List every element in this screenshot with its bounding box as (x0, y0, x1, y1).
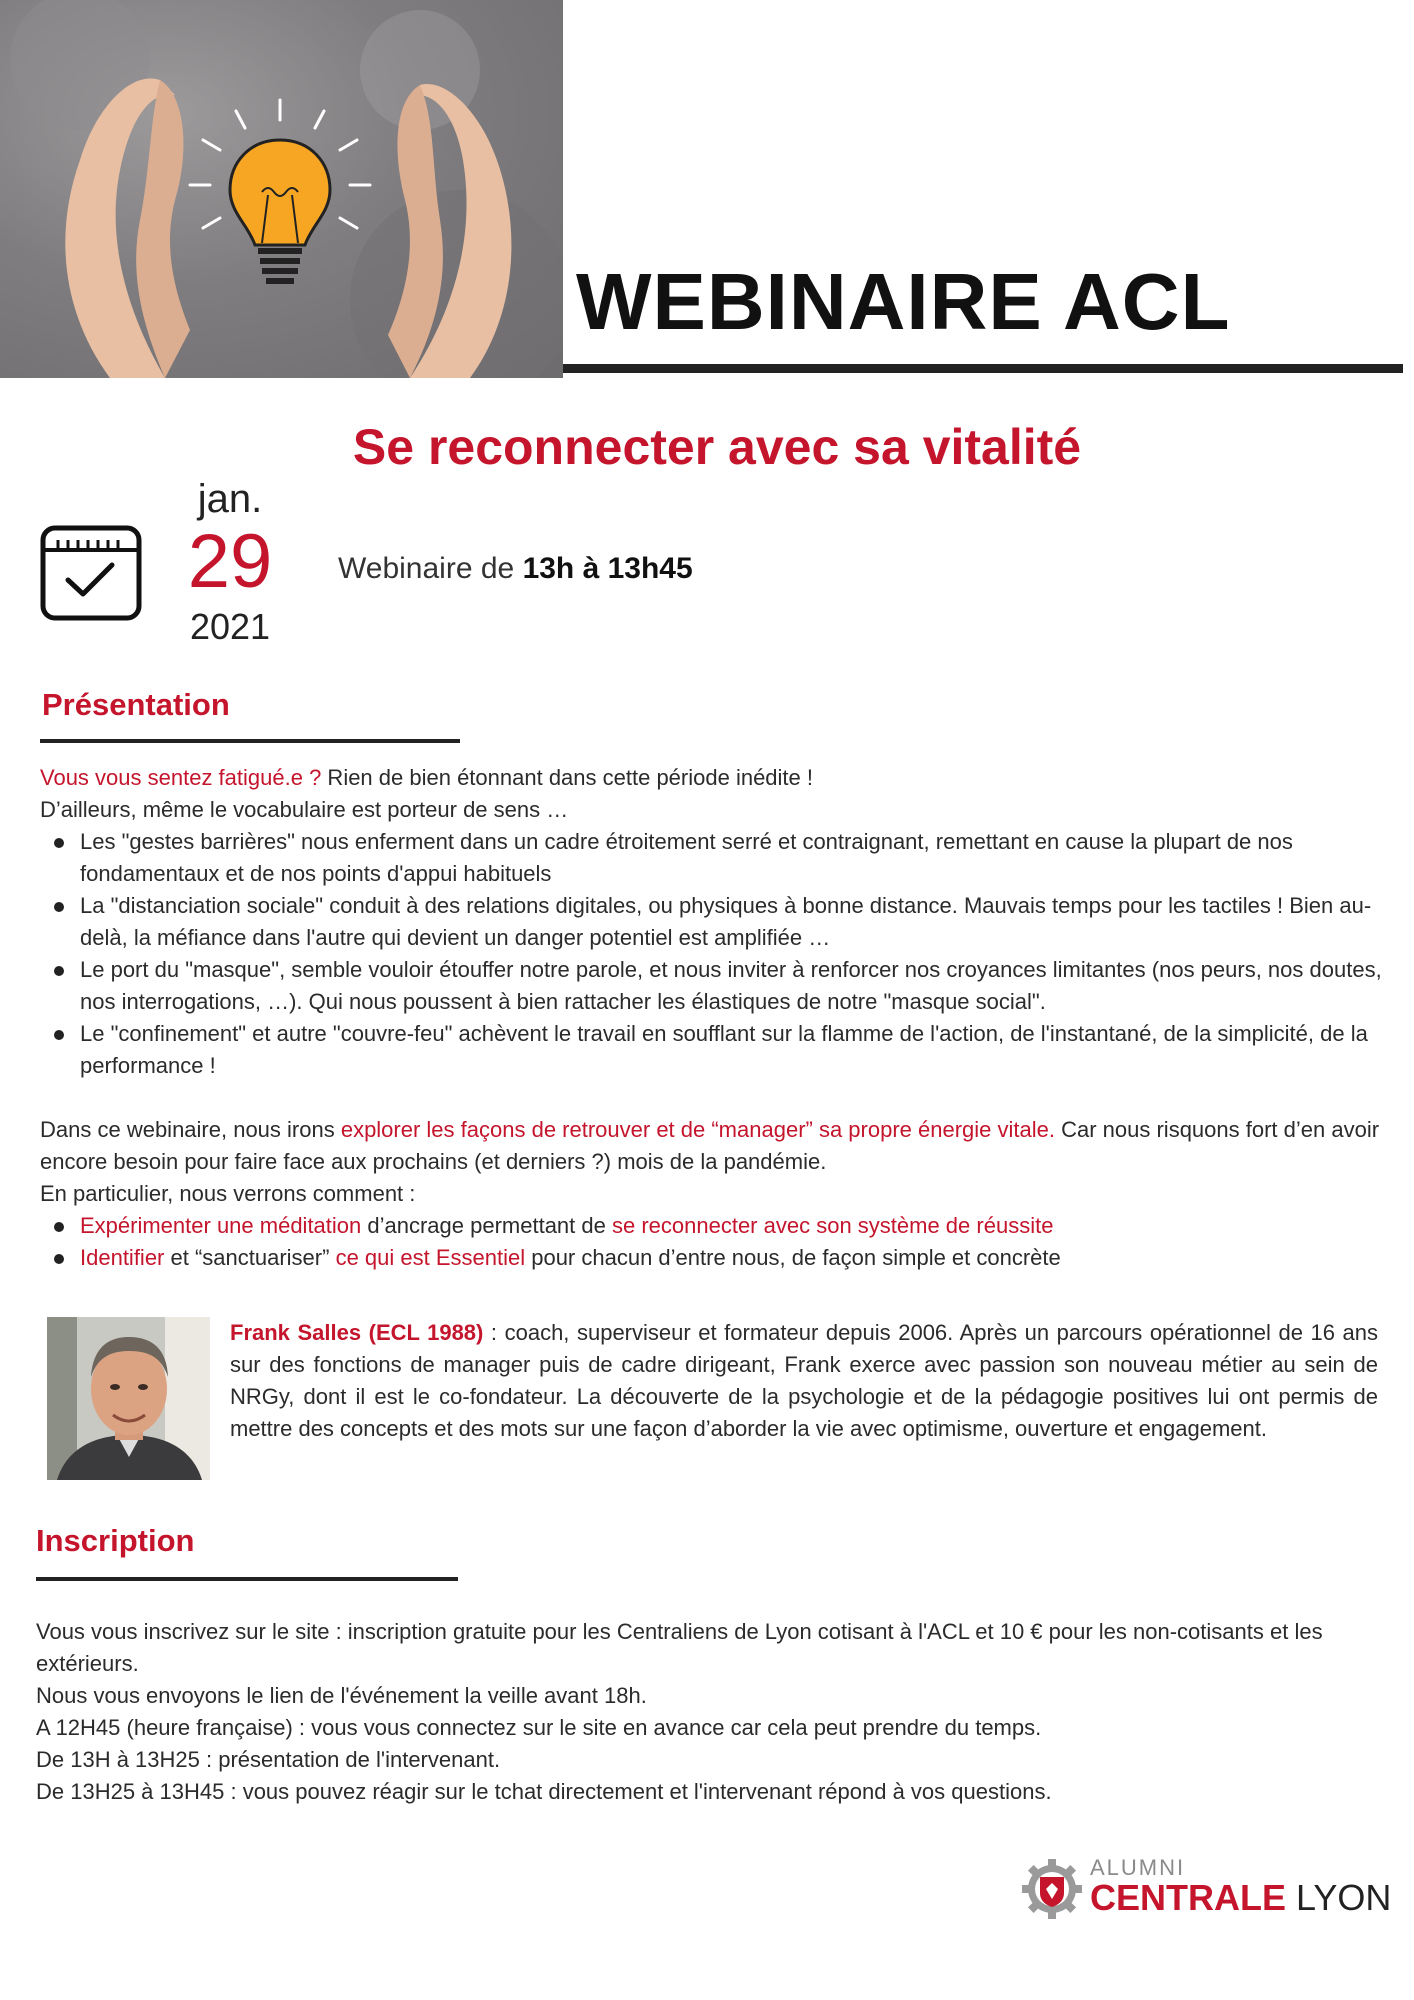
section-title-presentation: Présentation (42, 687, 230, 722)
list-item: Le "confinement" et autre "couvre-feu" achèvent le travail en soufflant sur la flamme de l'action, de l'instantané, de la simplicité, de la performance ! (80, 1018, 1385, 1082)
inscription-line: De 13H25 à 13H45 : vous pouvez réagir sur le tchat directement et l'intervenant répond à vos questions. (36, 1779, 1052, 1804)
date-month: jan. (197, 477, 263, 521)
list-item: Le port du "masque", semble vouloir étouffer notre parole, et nous inviter à renforcer nos croyances limitantes (nos peurs, nos doutes, nos interrogations, …). Qui nous poussent à bien rattacher les élastiques de notre "masque social". (80, 954, 1385, 1018)
goal2-text: et “sanctuariser” (164, 1245, 336, 1270)
list-item (80, 1242, 1385, 1274)
webinar-paragraph (40, 1114, 1385, 1178)
hero-image-hands-lightbulb (0, 0, 563, 378)
section-rule-presentation (40, 739, 460, 743)
webinar-text-b: Car nous risquons fort d’en avoir encore besoin pour faire face aux prochains (et derniers ?) mois de la pandémie. (40, 1117, 1380, 1174)
alumni-centrale-lyon-logo (1022, 1855, 1392, 1925)
intro-line (40, 762, 1385, 794)
barrier-list (40, 826, 1385, 1082)
list-item (80, 1210, 1385, 1242)
gear-crest-icon (1022, 1859, 1082, 1919)
inscription-body (36, 1616, 1386, 1808)
section-rule-inscription (36, 1577, 458, 1581)
date-day: 29 (187, 519, 273, 604)
webinar-highlight: explorer les façons de retrouver et de “manager” sa propre énergie vitale. (340, 1117, 1055, 1142)
presentation-body (40, 762, 1385, 1274)
speaker-bio-text: : coach, superviseur et formateur depuis 2006. Après un parcours opérationnel de 16 ans sur des fonctions de manager puis de cadre dirigeant, Frank exerce avec passion son nouveau métier au sein de NRGy, dont il est le co-fondateur. La découverte de la psychologie et de la pédagogie positives lui ont permis de mettre des concepts et des mots sur une façon d’aborder la vie avec optimisme, ouverture et engagement. (230, 1320, 1378, 1441)
webinar-time (338, 552, 693, 586)
goal2-highlight-b: ce qui est Essentiel (335, 1245, 526, 1270)
logo-name-centrale: CENTRALE (1090, 1877, 1286, 1918)
list-item: La "distanciation sociale" conduit à des relations digitales, ou physiques à bonne distance. Mauvais temps pour les tactiles ! Bien au-delà, la méfiance dans l'autre qui devient un danger potentiel est amplifiée … (80, 890, 1385, 954)
inscription-line: Nous vous envoyons le lien de l'événement la veille avant 18h. (36, 1683, 647, 1708)
logo-alumni: ALUMNI (1090, 1855, 1186, 1880)
goals-list (40, 1210, 1385, 1274)
particular-line: En particulier, nous verrons comment : (40, 1181, 416, 1206)
time-prefix: Webinaire de (338, 552, 523, 585)
goal2-end: pour chacun d’entre nous, de façon simple et concrète (525, 1245, 1061, 1270)
speaker-photo (47, 1317, 210, 1480)
inscription-line: De 13H à 13H25 : présentation de l'intervenant. (36, 1747, 501, 1772)
intro-rest: Rien de bien étonnant dans cette période inédite ! (321, 765, 814, 790)
time-value: 13h à 13h45 (522, 552, 693, 585)
goal1-text: d’ancrage permettant de (361, 1213, 612, 1238)
title-underline (563, 364, 1403, 373)
goal2-highlight-a: Identifier (80, 1245, 165, 1270)
page-subtitle: Se reconnecter avec sa vitalité (352, 419, 1082, 475)
webinar-text-a: Dans ce webinaire, nous irons (40, 1117, 341, 1142)
inscription-line: A 12H45 (heure française) : vous vous connectez sur le site en avance car cela peut prendre du temps. (36, 1715, 1042, 1740)
speaker-bio (230, 1317, 1378, 1445)
intro-line-2: D’ailleurs, même le vocabulaire est porteur de sens … (40, 797, 569, 822)
page-title: WEBINAIRE ACL (576, 257, 1231, 346)
goal1-highlight-a: Expérimenter une méditation (80, 1213, 362, 1238)
goal1-highlight-b: se reconnecter avec son système de réussite (611, 1213, 1054, 1238)
speaker-name: Frank Salles (ECL 1988) (230, 1320, 484, 1345)
inscription-line: Vous vous inscrivez sur le site : inscription gratuite pour les Centraliens de Lyon cotisant à l'ACL et 10 € pour les non-cotisants et les extérieurs. (36, 1619, 1323, 1676)
logo-name-lyon: LYON (1286, 1877, 1392, 1918)
intro-question: Vous vous sentez fatigué.e ? (40, 765, 322, 790)
list-item: Les "gestes barrières" nous enferment dans un cadre étroitement serré et contraignant, remettant en cause la plupart de nos fondamentaux et de nos points d'appui habituels (80, 826, 1385, 890)
calendar-check-icon (40, 520, 142, 622)
date-year: 2021 (189, 606, 271, 647)
section-title-inscription: Inscription (36, 1523, 195, 1558)
logo-name (1090, 1877, 1391, 1919)
